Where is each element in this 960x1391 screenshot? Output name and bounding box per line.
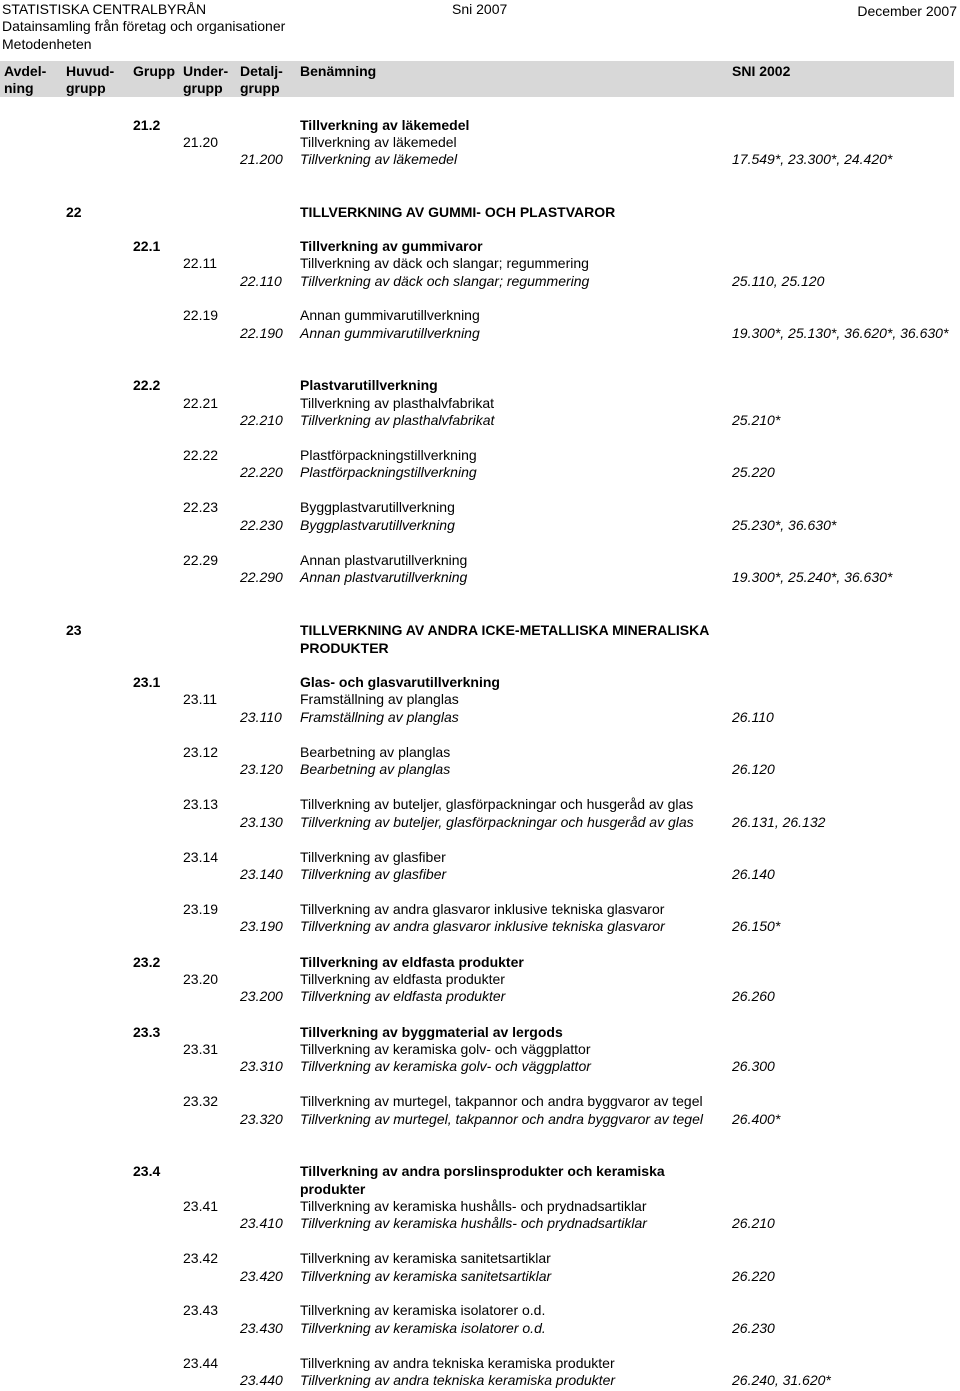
benamning-text: Tillverkning av däck och slangar; regummering: [300, 255, 589, 271]
benamning-text: Tillverkning av läkemedel: [300, 117, 470, 133]
list-item: [0, 988, 960, 1005]
benamning-text: Tillverkning av keramiska golv- och väggplattor: [300, 1058, 591, 1074]
benamning-text: Tillverkning av andra tekniska keramiska produkter: [300, 1355, 615, 1371]
list-item: [0, 1372, 960, 1389]
list-item: [0, 918, 960, 935]
list-item: [0, 1111, 960, 1128]
sni2002-code: 26.230: [732, 1320, 775, 1336]
benamning-text: Tillverkning av läkemedel: [300, 134, 457, 150]
unit-name: Metodenheten: [2, 36, 92, 52]
benamning-text: Tillverkning av gummivaror: [300, 238, 483, 254]
sni2002-code: 25.110, 25.120: [732, 273, 825, 289]
list-item: [0, 134, 960, 151]
list-item: [0, 709, 960, 726]
benamning-text: Tillverkning av buteljer, glasförpackningar och husgeråd av glas: [300, 796, 694, 812]
benamning-text: Tillverkning av andra glasvaror inklusive tekniska glasvaror: [300, 918, 665, 934]
benamning-text: Framställning av planglas: [300, 709, 459, 725]
code-det: 22.210: [240, 412, 283, 428]
list-item: [0, 1355, 960, 1372]
column-header-bar: [0, 61, 954, 97]
code-huv: 23.3: [133, 1024, 161, 1040]
code-det: 22.190: [240, 325, 283, 341]
code-grp: 23.43: [183, 1302, 219, 1318]
list-item: [0, 849, 960, 866]
code-huv: 23.1: [133, 674, 161, 690]
list-item: [0, 1041, 960, 1058]
code-grp: 23.31: [183, 1041, 219, 1057]
column-benamning: Benämning: [300, 63, 377, 79]
benamning-text: Tillverkning av keramiska isolatorer o.d.: [300, 1320, 546, 1336]
list-item: [0, 238, 960, 255]
benamning-text: Framställning av planglas: [300, 691, 459, 707]
code-grp: 23.44: [183, 1355, 219, 1371]
sni2002-code: 26.400*: [732, 1111, 781, 1127]
benamning-text: TILLVERKNING AV ANDRA ICKE-METALLISKA MINERALISKA: [300, 622, 710, 638]
code-grp: 21.20: [183, 134, 219, 150]
benamning-text: Annan gummivarutillverkning: [300, 325, 480, 341]
benamning-text: Tillverkning av keramiska golv- och väggplattor: [300, 1041, 591, 1057]
list-item: [0, 499, 960, 516]
benamning-text: Tillverkning av andra glasvaror inklusive tekniska glasvaror: [300, 901, 665, 917]
sni2002-code: 17.549*, 23.300*, 24.420*: [732, 151, 893, 167]
code-huv: 22.2: [133, 377, 161, 393]
benamning-text: Tillverkning av keramiska hushålls- och prydnadsartiklar: [300, 1215, 647, 1231]
list-item: [0, 204, 960, 221]
list-item: [0, 691, 960, 708]
code-det: 21.200: [240, 151, 283, 167]
benamning-text: Tillverkning av andra porslinsprodukter och keramiska: [300, 1163, 665, 1179]
benamning-text: Tillverkning av murtegel, takpannor och andra byggvaror av tegel: [300, 1111, 703, 1127]
code-det: 23.410: [240, 1215, 283, 1231]
code-det: 23.440: [240, 1372, 283, 1388]
benamning-text: Tillverkning av däck och slangar; regummering: [300, 273, 590, 289]
list-item: [0, 412, 960, 429]
column-detaljgrupp: Detalj- grupp: [240, 63, 283, 96]
code-huv: 23.2: [133, 954, 161, 970]
code-grp: 23.32: [183, 1093, 219, 1109]
code-huv: 21.2: [133, 117, 161, 133]
list-item: [0, 1058, 960, 1075]
sni2002-code: 25.210*: [732, 412, 781, 428]
list-item: [0, 377, 960, 394]
benamning-text: Tillverkning av glasfiber: [300, 866, 447, 882]
list-item: [0, 569, 960, 586]
benamning-text: Tillverkning av keramiska isolatorer o.d.: [300, 1302, 546, 1318]
benamning-text: Bearbetning av planglas: [300, 761, 451, 777]
sni2002-code: 26.120: [732, 761, 775, 777]
list-item: [0, 1181, 960, 1198]
list-item: [0, 954, 960, 971]
benamning-text: TILLVERKNING AV GUMMI- OCH PLASTVAROR: [300, 204, 616, 220]
list-item: [0, 674, 960, 691]
benamning-text: Tillverkning av murtegel, takpannor och andra byggvaror av tegel: [300, 1093, 703, 1109]
benamning-text: Byggplastvarutillverkning: [300, 499, 455, 515]
sni2002-code: 26.131, 26.132: [732, 814, 826, 830]
department-name: Datainsamling från företag och organisationer: [2, 18, 286, 34]
code-det: 22.220: [240, 464, 283, 480]
list-item: [0, 744, 960, 761]
code-det: 23.120: [240, 761, 283, 777]
code-grp: 23.20: [183, 971, 219, 987]
benamning-text: Bearbetning av planglas: [300, 744, 451, 760]
code-grp: 23.11: [183, 691, 217, 707]
code-grp: 22.11: [183, 255, 217, 271]
sni2002-code: 25.220: [732, 464, 775, 480]
benamning-text: Tillverkning av buteljer, glasförpackningar och husgeråd av glas: [300, 814, 694, 830]
benamning-text: Tillverkning av läkemedel: [300, 151, 458, 167]
standard-label: Sni 2007: [452, 1, 508, 17]
code-det: 22.290: [240, 569, 283, 585]
list-item: [0, 1198, 960, 1215]
list-item: [0, 1250, 960, 1267]
code-avd: 23: [66, 622, 82, 638]
benamning-text: Glas- och glasvarutillverkning: [300, 674, 500, 690]
benamning-text: Tillverkning av eldfasta produkter: [300, 988, 506, 1004]
sni2002-code: 19.300*, 25.240*, 36.630*: [732, 569, 893, 585]
code-det: 23.130: [240, 814, 283, 830]
benamning-text: Tillverkning av plasthalvfabrikat: [300, 395, 495, 411]
sni2002-code: 26.140: [732, 866, 775, 882]
list-item: [0, 1024, 960, 1041]
list-item: [0, 117, 960, 134]
sni2002-code: 26.260: [732, 988, 775, 1004]
column-undergrupp: Under- grupp: [183, 63, 229, 96]
list-item: [0, 1215, 960, 1232]
code-det: 23.310: [240, 1058, 283, 1074]
benamning-text: Tillverkning av byggmaterial av lergods: [300, 1024, 563, 1040]
code-grp: 23.14: [183, 849, 219, 865]
column-grupp: Grupp: [133, 63, 175, 79]
list-item: [0, 901, 960, 918]
code-det: 23.190: [240, 918, 283, 934]
column-sni2002: SNI 2002: [732, 63, 791, 79]
sni2002-code: 19.300*, 25.130*, 36.620*, 36.630*: [732, 325, 949, 341]
list-item: [0, 552, 960, 569]
code-det: 23.320: [240, 1111, 283, 1127]
list-item: [0, 866, 960, 883]
code-det: 22.230: [240, 517, 283, 533]
benamning-text: Plastförpackningstillverkning: [300, 464, 477, 480]
benamning-text: Tillverkning av keramiska hushålls- och prydnadsartiklar: [300, 1198, 647, 1214]
org-name: STATISTISKA CENTRALBYRÅN: [2, 1, 207, 17]
list-item: [0, 796, 960, 813]
list-item: [0, 307, 960, 324]
benamning-text: Tillverkning av andra tekniska keramiska produkter: [300, 1372, 616, 1388]
code-grp: 23.42: [183, 1250, 219, 1266]
code-det: 23.430: [240, 1320, 283, 1336]
code-det: 23.110: [240, 709, 282, 725]
benamning-text: Annan plastvarutillverkning: [300, 569, 468, 585]
code-det: 23.420: [240, 1268, 283, 1284]
column-avdelning: Avdel- ning: [4, 63, 47, 96]
code-grp: 22.22: [183, 447, 219, 463]
code-grp: 23.13: [183, 796, 219, 812]
code-grp: 22.19: [183, 307, 219, 323]
benamning-text: Annan gummivarutillverkning: [300, 307, 480, 323]
list-item: [0, 447, 960, 464]
list-item: [0, 1093, 960, 1110]
list-item: [0, 971, 960, 988]
list-item: [0, 1268, 960, 1285]
list-item: [0, 255, 960, 272]
code-grp: 22.29: [183, 552, 219, 568]
benamning-text: PRODUKTER: [300, 640, 389, 656]
list-item: [0, 517, 960, 534]
benamning-text: Tillverkning av glasfiber: [300, 849, 446, 865]
code-grp: 23.19: [183, 901, 219, 917]
sni2002-code: 26.240, 31.620*: [732, 1372, 831, 1388]
code-avd: 22: [66, 204, 82, 220]
code-huv: 22.1: [133, 238, 161, 254]
list-item: [0, 1302, 960, 1319]
column-huvudgrupp: Huvud- grupp: [66, 63, 115, 96]
code-det: 23.200: [240, 988, 283, 1004]
code-det: 23.140: [240, 866, 283, 882]
list-item: [0, 325, 960, 342]
document-date: December 2007: [857, 3, 957, 19]
benamning-text: Annan plastvarutillverkning: [300, 552, 468, 568]
benamning-text: Tillverkning av keramiska sanitetsartiklar: [300, 1268, 552, 1284]
list-item: [0, 1163, 960, 1180]
benamning-text: Plastvarutillverkning: [300, 377, 438, 393]
code-grp: 23.12: [183, 744, 219, 760]
sni2002-code: 26.150*: [732, 918, 781, 934]
list-item: [0, 761, 960, 778]
sni2002-code: 26.110: [732, 709, 774, 725]
sni2002-code: 26.210: [732, 1215, 775, 1231]
code-grp: 22.23: [183, 499, 219, 515]
code-grp: 23.41: [183, 1198, 219, 1214]
list-item: [0, 151, 960, 168]
sni2002-code: 26.300: [732, 1058, 775, 1074]
benamning-text: Tillverkning av eldfasta produkter: [300, 971, 505, 987]
list-item: [0, 622, 960, 639]
benamning-text: produkter: [300, 1181, 366, 1197]
sni2002-code: 26.220: [732, 1268, 775, 1284]
code-huv: 23.4: [133, 1163, 161, 1179]
list-item: [0, 640, 960, 657]
code-det: 22.110: [240, 273, 282, 289]
code-grp: 22.21: [183, 395, 219, 411]
benamning-text: Byggplastvarutillverkning: [300, 517, 455, 533]
benamning-text: Tillverkning av eldfasta produkter: [300, 954, 524, 970]
list-item: [0, 395, 960, 412]
list-item: [0, 464, 960, 481]
list-item: [0, 1320, 960, 1337]
list-item: [0, 814, 960, 831]
benamning-text: Plastförpackningstillverkning: [300, 447, 477, 463]
benamning-text: Tillverkning av keramiska sanitetsartiklar: [300, 1250, 551, 1266]
benamning-text: Tillverkning av plasthalvfabrikat: [300, 412, 495, 428]
sni2002-code: 25.230*, 36.630*: [732, 517, 837, 533]
list-item: [0, 273, 960, 290]
